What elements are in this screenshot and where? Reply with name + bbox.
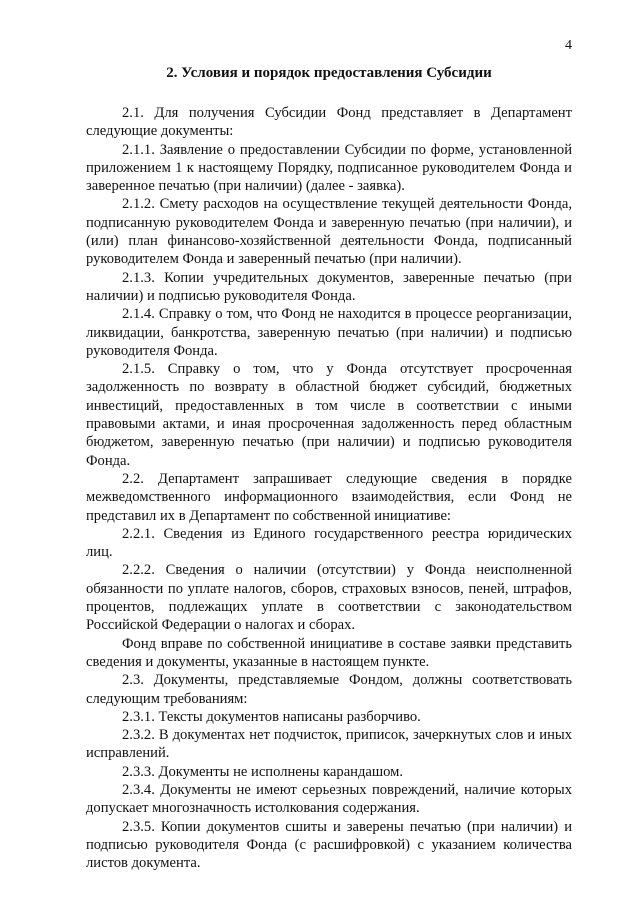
paragraph-2-3: 2.3. Документы, представляемые Фондом, должны соответствовать следующим требованиям:	[86, 672, 572, 707]
paragraph-2-1-5: 2.1.5. Справку о том, что у Фонда отсутствует просроченная задолженность по возврату в областной бюджет субсидий, бюджетных инвестиций, предоставленных в том числе в соответствии с иными правовыми актами, и иная просроченная задолженность перед областным бюджетом, заверенную печатью (при наличии) и подписью руководителя Фонда.	[86, 361, 572, 469]
paragraph-2-2: 2.2. Департамент запрашивает следующие сведения в порядке межведомственного информационного взаимодействия, если Фонд не представил их в Департамент по собственной инициативе:	[86, 470, 572, 524]
paragraph-fund-initiative: Фонд вправе по собственной инициативе в составе заявки представить сведения и документы, указанные в настоящем пункте.	[86, 635, 572, 670]
paragraph-2-1-1: 2.1.1. Заявление о предоставлении Субсидии по форме, установленной приложением 1 к настоящему Порядку, подписанное руководителем Фонда и заверенное печатью (при наличии) (далее - заявка).	[86, 141, 572, 195]
paragraph-2-3-1: 2.3.1. Тексты документов написаны разборчиво.	[122, 708, 421, 725]
paragraph-2-2-2: 2.2.2. Сведения о наличии (отсутствии) у Фонда неисполненной обязанности по уплате налогов, сборов, страховых взносов, пеней, штрафов, процентов, подлежащих уплате в соответствии с законодательством Российской Федерации о налогах и сборах.	[86, 562, 572, 634]
section-title: 2. Условия и порядок предоставления Субсидии	[166, 65, 492, 81]
paragraph-2-2-1: 2.2.1. Сведения из Единого государственного реестра юридических лиц.	[86, 525, 572, 561]
paragraph-2-1-3: 2.1.3. Копии учредительных документов, заверенные печатью (при наличии) и подписью руководителя Фонда.	[86, 269, 572, 304]
paragraph-2-3-5: 2.3.5. Копии документов сшиты и заверены печатью (при наличии) и подписью руководителя Фонда (с расшифровкой) с указанием количества листов документа.	[86, 818, 572, 872]
paragraph-2-3-2: 2.3.2. В документах нет подчисток, приписок, зачеркнутых слов и иных исправлений.	[86, 727, 572, 762]
paragraph-2-1-2: 2.1.2. Смету расходов на осуществление текущей деятельности Фонда, подписанную руководителем Фонда и заверенную печатью (при наличии), и (или) план финансово-хозяйственной деятельности Фонда, подписанный руководителем Фонда и заверенный печатью (при наличии).	[86, 196, 572, 268]
page-number: 4	[565, 38, 572, 53]
document-body	[86, 64, 572, 872]
paragraph-2-1: 2.1. Для получения Субсидии Фонд представляет в Департамент следующие документы:	[86, 105, 572, 140]
paragraph-2-1-4: 2.1.4. Справку о том, что Фонд не находится в процессе реорганизации, ликвидации, банкротства, заверенную печатью (при наличии) и подписью руководителя Фонда.	[86, 306, 572, 359]
paragraph-2-3-4: 2.3.4. Документы не имеют серьезных повреждений, наличие которых допускает многозначность истолкования содержания.	[86, 781, 572, 817]
paragraph-2-3-3: 2.3.3. Документы не исполнены карандашом.	[122, 763, 404, 780]
